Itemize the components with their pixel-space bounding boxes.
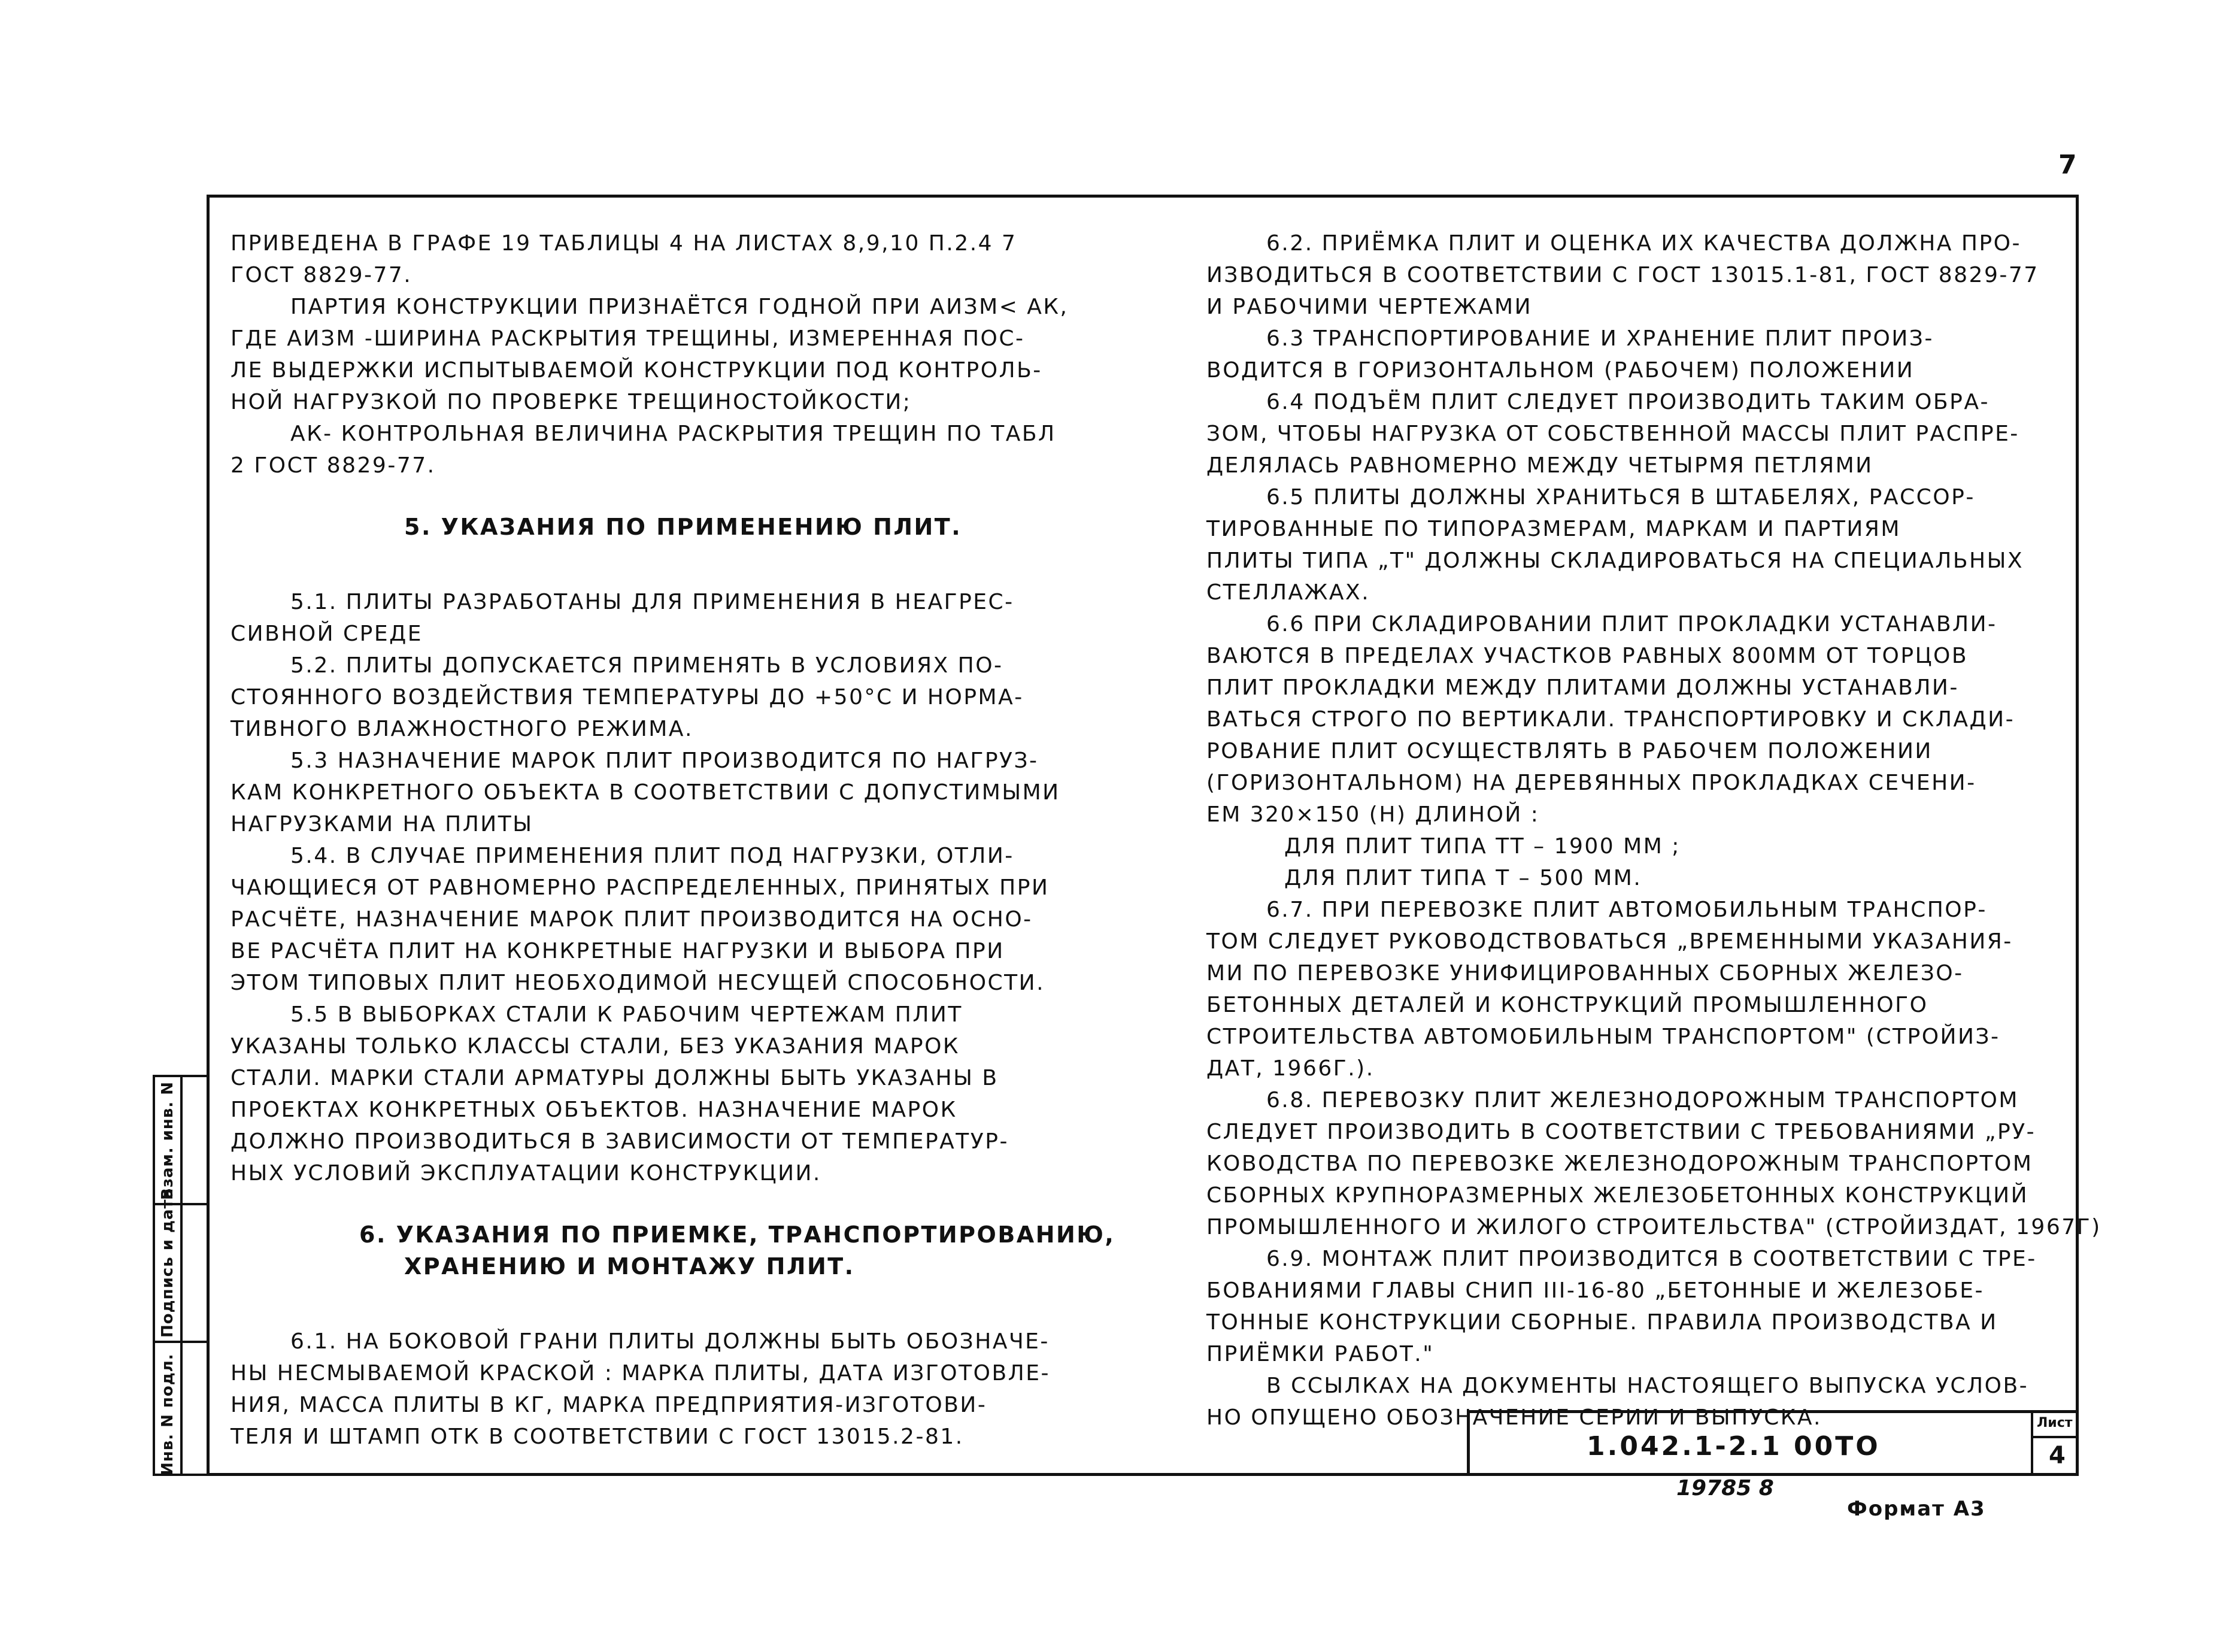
text-line: ИЗВОДИТЬСЯ В СООТВЕТСТВИИ С ГОСТ 13015.1-81, ГОСТ 8829-77 — [1206, 263, 2039, 287]
text-line: УКАЗАНЫ ТОЛЬКО КЛАССЫ СТАЛИ, БЕЗ УКАЗАНИЯ МАРОК — [231, 1034, 960, 1059]
paragraph — [1206, 481, 2063, 608]
text-line: ДАТ, 1966Г.). — [1206, 1056, 1375, 1081]
sheet-number: 4 — [2049, 1442, 2066, 1469]
side-stamp — [153, 1075, 207, 1476]
paragraph — [231, 840, 1093, 999]
text-line: ПРОЕКТАХ КОНКРЕТНЫХ ОБЪЕКТОВ. НАЗНАЧЕНИЕ МАРОК — [231, 1098, 957, 1122]
paragraph — [1206, 894, 2063, 1084]
text-line: НО ОПУЩЕНО ОБОЗНАЧЕНИЕ СЕРИИ И ВЫПУСКА. — [1206, 1405, 1822, 1430]
text-line: И РАБОЧИМИ ЧЕРТЕЖАМИ — [1206, 295, 1533, 319]
paragraph — [231, 999, 1093, 1189]
sheet-label: Лист — [2037, 1415, 2073, 1430]
text-line: 6.9. МОНТАЖ ПЛИТ ПРОИЗВОДИТСЯ В СООТВЕТСТВИИ С ТРЕ- — [1266, 1247, 2037, 1271]
text-line: 6.2. ПРИЁМКА ПЛИТ И ОЦЕНКА ИХ КАЧЕСТВА ДОЛЖНА ПРО- — [1266, 231, 2021, 256]
text-line: СЛЕДУЕТ ПРОИЗВОДИТЬ В СООТВЕТСТВИИ С ТРЕБОВАНИЯМИ „РУ- — [1206, 1120, 2036, 1144]
text-line: ПРИЁМКИ РАБОТ." — [1206, 1342, 1435, 1366]
text-line: 6.7. ПРИ ПЕРЕВОЗКЕ ПЛИТ АВТОМОБИЛЬНЫМ ТРАНСПОР- — [1266, 898, 1987, 922]
text-line: КАМ КОНКРЕТНОГО ОБЪЕКТА В СООТВЕТСТВИИ С ДОПУСТИМЫМИ — [231, 780, 1060, 805]
side-stamp-label-inv-orig: Инв. N подл. — [159, 1353, 177, 1475]
text-line: 6.3 ТРАНСПОРТИРОВАНИЕ И ХРАНЕНИЕ ПЛИТ ПРОИЗ- — [1266, 326, 1934, 351]
document-designation: 1.042.1-2.1 00ТО — [1587, 1431, 1881, 1462]
paragraph — [231, 291, 1093, 418]
side-stamp-label-replace-inv: Взам. инв. N — [159, 1081, 177, 1200]
text-line: ЗОМ, ЧТОБЫ НАГРУЗКА ОТ СОБСТВЕННОЙ МАССЫ ПЛИТ РАСПРЕ- — [1206, 422, 2019, 446]
text-line: БОВАНИЯМИ ГЛАВЫ СНИП III-16-80 „БЕТОННЫЕ И ЖЕЛЕЗОБЕ- — [1206, 1278, 1984, 1303]
paragraph — [1206, 228, 2063, 323]
paragraph — [1206, 1243, 2063, 1370]
text-line: 6.5 ПЛИТЫ ДОЛЖНЫ ХРАНИТЬСЯ В ШТАБЕЛЯХ, РАССОР- — [1266, 485, 1975, 510]
text-line: ДОЛЖНО ПРОИЗВОДИТЬСЯ В ЗАВИСИМОСТИ ОТ ТЕМПЕРАТУР- — [231, 1129, 1009, 1154]
title-block — [1467, 1410, 2079, 1476]
text-line: 2 ГОСТ 8829-77. — [231, 453, 436, 478]
text-line: РАСЧЁТЕ, НАЗНАЧЕНИЕ МАРОК ПЛИТ ПРОИЗВОДИТСЯ НА ОСНО- — [231, 907, 1033, 932]
text-line: ЧАЮЩИЕСЯ ОТ РАВНОМЕРНО РАСПРЕДЕЛЕННЫХ, ПРИНЯТЫХ ПРИ — [231, 875, 1050, 900]
text-line: АК- КОНТРОЛЬНАЯ ВЕЛИЧИНА РАСКРЫТИЯ ТРЕЩИН ПО ТАБЛ — [290, 422, 1056, 446]
sheet-cell — [2031, 1413, 2079, 1476]
paragraph — [1206, 608, 2063, 830]
text-line: ПЛИТЫ ТИПА „Т" ДОЛЖНЫ СКЛАДИРОВАТЬСЯ НА СПЕЦИАЛЬНЫХ — [1206, 548, 2024, 573]
text-line: 5.3 НАЗНАЧЕНИЕ МАРОК ПЛИТ ПРОИЗВОДИТСЯ ПО НАГРУЗ- — [290, 748, 1039, 773]
text-line: ЭТОМ ТИПОВЫХ ПЛИТ НЕОБХОДИМОЙ НЕСУЩЕЙ СПОСОБНОСТИ. — [231, 971, 1045, 995]
text-line: СТОЯННОГО ВОЗДЕЙСТВИЯ ТЕМПЕРАТУРЫ ДО +50°С И НОРМА- — [231, 685, 1024, 710]
paragraph — [231, 228, 1093, 291]
text-line: 5.2. ПЛИТЫ ДОПУСКАЕТСЯ ПРИМЕНЯТЬ В УСЛОВИЯХ ПО- — [290, 653, 1003, 678]
text-line: БЕТОННЫХ ДЕТАЛЕЙ И КОНСТРУКЦИЙ ПРОМЫШЛЕННОГО — [1206, 993, 1928, 1017]
paragraph — [1206, 386, 2063, 481]
section-heading-6-cont: ХРАНЕНИЮ И МОНТАЖУ ПЛИТ. — [404, 1253, 855, 1280]
section-heading-5: 5. УКАЗАНИЯ ПО ПРИМЕНЕНИЮ ПЛИТ. — [404, 514, 962, 540]
text-line: В ССЫЛКАХ НА ДОКУМЕНТЫ НАСТОЯЩЕГО ВЫПУСКА УСЛОВ- — [1266, 1374, 2029, 1398]
text-line: НОЙ НАГРУЗКОЙ ПО ПРОВЕРКЕ ТРЕЩИНОСТОЙКОСТИ; — [231, 390, 912, 414]
text-line: 6.4 ПОДЪЁМ ПЛИТ СЛЕДУЕТ ПРОИЗВОДИТЬ ТАКИМ ОБРА- — [1266, 390, 1990, 414]
text-line: НЫ НЕСМЫВАЕМОЙ КРАСКОЙ : МАРКА ПЛИТЫ, ДАТА ИЗГОТОВЛЕ- — [231, 1361, 1050, 1386]
paragraph — [1206, 323, 2063, 386]
text-line: ТИРОВАННЫЕ ПО ТИПОРАЗМЕРАМ, МАРКАМ И ПАРТИЯМ — [1206, 517, 1901, 541]
text-line: НИЯ, МАССА ПЛИТЫ В КГ, МАРКА ПРЕДПРИЯТИЯ-ИЗГОТОВИ- — [231, 1393, 987, 1417]
section-heading-6: 6. УКАЗАНИЯ ПО ПРИЕМКЕ, ТРАНСПОРТИРОВАНИЮ, — [359, 1221, 1115, 1248]
paragraph — [231, 586, 1093, 650]
text-line: МИ ПО ПЕРЕВОЗКЕ УНИФИЦИРОВАННЫХ СБОРНЫХ ЖЕЛЕЗО- — [1206, 961, 1964, 986]
text-line: ТОМ СЛЕДУЕТ РУКОВОДСТВОВАТЬСЯ „ВРЕМЕННЫМИ УКАЗАНИЯ- — [1206, 929, 2013, 954]
left-column — [231, 228, 1115, 1453]
text-line: ПРИВЕДЕНА В ГРАФЕ 19 ТАБЛИЦЫ 4 НА ЛИСТАХ 8,9,10 П.2.4 7 — [231, 231, 1017, 256]
paragraph — [1206, 1084, 2101, 1243]
text-line: ПРОМЫШЛЕННОГО И ЖИЛОГО СТРОИТЕЛЬСТВА" (СТРОЙИЗДАТ, 1967Г) — [1206, 1215, 2101, 1239]
text-line: ГОСТ 8829-77. — [231, 263, 413, 287]
paragraph — [231, 650, 1093, 745]
text-line: 6.8. ПЕРЕВОЗКУ ПЛИТ ЖЕЛЕЗНОДОРОЖНЫМ ТРАНСПОРТОМ — [1266, 1088, 2019, 1113]
text-line: ТИВНОГО ВЛАЖНОСТНОГО РЕЖИМА. — [231, 717, 693, 741]
list-item: ДЛЯ ПЛИТ ТИПА ТТ – 1900 ММ ; — [1284, 834, 1681, 859]
text-line: ВЕ РАСЧЁТА ПЛИТ НА КОНКРЕТНЫЕ НАГРУЗКИ И ВЫБОРА ПРИ — [231, 939, 1005, 963]
text-line: РОВАНИЕ ПЛИТ ОСУЩЕСТВЛЯТЬ В РАБОЧЕМ ПОЛОЖЕНИИ — [1206, 739, 1933, 763]
text-line: 5.5 В ВЫБОРКАХ СТАЛИ К РАБОЧИМ ЧЕРТЕЖАМ ПЛИТ — [290, 1002, 963, 1027]
text-line: 6.1. НА БОКОВОЙ ГРАНИ ПЛИТЫ ДОЛЖНЫ БЫТЬ ОБОЗНАЧЕ- — [290, 1329, 1050, 1354]
inventory-number: 19785 8 — [1676, 1476, 1774, 1501]
side-stamp-divider — [180, 1077, 183, 1474]
text-line: ПЛИТ ПРОКЛАДКИ МЕЖДУ ПЛИТАМИ ДОЛЖНЫ УСТАНАВЛИ- — [1206, 675, 1959, 700]
text-line: ВОДИТСЯ В ГОРИЗОНТАЛЬНОМ (РАБОЧЕМ) ПОЛОЖЕНИИ — [1206, 358, 1915, 383]
side-stamp-separator — [155, 1341, 207, 1343]
paragraph — [231, 745, 1093, 840]
text-line: ТЕЛЯ И ШТАМП ОТК В СООТВЕТСТВИИ С ГОСТ 13015.2-81. — [231, 1424, 964, 1449]
text-line: 6.6 ПРИ СКЛАДИРОВАНИИ ПЛИТ ПРОКЛАДКИ УСТАНАВЛИ- — [1266, 612, 1997, 636]
text-line: НЫХ УСЛОВИЙ ЭКСПЛУАТАЦИИ КОНСТРУКЦИИ. — [231, 1161, 821, 1186]
list-item: ДЛЯ ПЛИТ ТИПА Т – 500 ММ. — [1284, 866, 1642, 890]
sheet-cell-separator — [2033, 1436, 2079, 1438]
text-line: ТОННЫЕ КОНСТРУКЦИИ СБОРНЫЕ. ПРАВИЛА ПРОИЗВОДСТВА И — [1206, 1310, 1998, 1335]
text-line: КОВОДСТВА ПО ПЕРЕВОЗКЕ ЖЕЛЕЗНОДОРОЖНЫМ ТРАНСПОРТОМ — [1206, 1151, 2033, 1176]
paragraph — [231, 1326, 1093, 1453]
paragraph — [231, 418, 1093, 481]
format-label: Формат А3 — [1847, 1497, 1986, 1521]
text-line: ПАРТИЯ КОНСТРУКЦИИ ПРИЗНАЁТСЯ ГОДНОЙ ПРИ АИЗМ< АК, — [290, 295, 1069, 319]
text-line: СБОРНЫХ КРУПНОРАЗМЕРНЫХ ЖЕЛЕЗОБЕТОННЫХ КОНСТРУКЦИЙ — [1206, 1183, 2029, 1208]
text-line: ВАТЬСЯ СТРОГО ПО ВЕРТИКАЛИ. ТРАНСПОРТИРОВКУ И СКЛАДИ- — [1206, 707, 2015, 732]
text-line: (ГОРИЗОНТАЛЬНОМ) НА ДЕРЕВЯННЫХ ПРОКЛАДКАХ СЕЧЕНИ- — [1206, 771, 1976, 795]
text-line: ВАЮТСЯ В ПРЕДЕЛАХ УЧАСТКОВ РАВНЫХ 800ММ ОТ ТОРЦОВ — [1206, 644, 1969, 668]
text-line: СТЕЛЛАЖАХ. — [1206, 580, 1370, 605]
text-line: СТАЛИ. МАРКИ СТАЛИ АРМАТУРЫ ДОЛЖНЫ БЫТЬ УКАЗАНЫ В — [231, 1066, 999, 1090]
text-line: ЛЕ ВЫДЕРЖКИ ИСПЫТЫВАЕМОЙ КОНСТРУКЦИИ ПОД КОНТРОЛЬ- — [231, 358, 1042, 383]
right-column — [1206, 228, 2101, 1433]
text-line: ГДЕ АИЗМ -ШИРИНА РАСКРЫТИЯ ТРЕЩИНЫ, ИЗМЕРЕННАЯ ПОС- — [231, 326, 1025, 351]
text-line: СИВНОЙ СРЕДЕ — [231, 622, 423, 646]
side-stamp-label-signature: Подпись и дата — [159, 1187, 177, 1338]
text-line: 5.1. ПЛИТЫ РАЗРАБОТАНЫ ДЛЯ ПРИМЕНЕНИЯ В НЕАГРЕС- — [290, 590, 1014, 614]
support-length-list — [1206, 830, 2063, 894]
text-line: СТРОИТЕЛЬСТВА АВТОМОБИЛЬНЫМ ТРАНСПОРТОМ" (СТРОЙИЗ- — [1206, 1024, 2000, 1049]
text-line: 5.4. В СЛУЧАЕ ПРИМЕНЕНИЯ ПЛИТ ПОД НАГРУЗКИ, ОТЛИ- — [290, 844, 1014, 868]
text-line: ДЕЛЯЛАСЬ РАВНОМЕРНО МЕЖДУ ЧЕТЫРМЯ ПЕТЛЯМИ — [1206, 453, 1873, 478]
page-number: 7 — [2058, 150, 2077, 180]
text-line: НАГРУЗКАМИ НА ПЛИТЫ — [231, 812, 533, 836]
text-line: ЕМ 320×150 (H) ДЛИНОЙ : — [1206, 802, 1540, 827]
